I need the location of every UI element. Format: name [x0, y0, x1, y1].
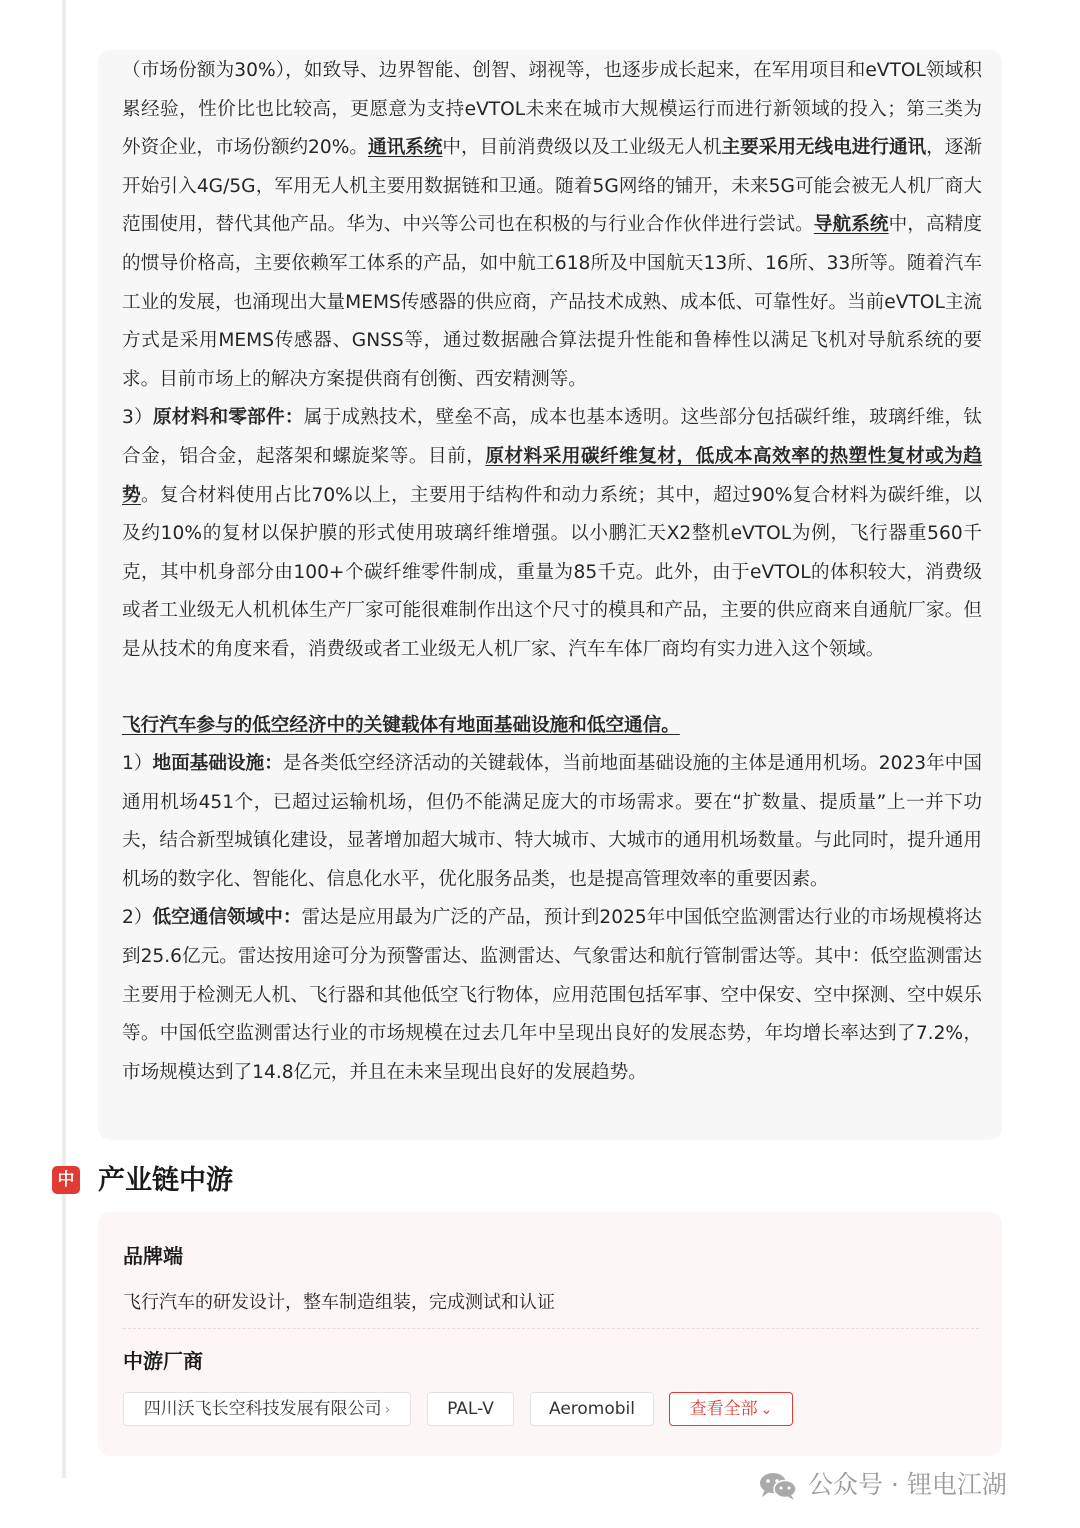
paragraph	[122, 745, 982, 899]
body-text: 是各类低空经济活动的关键载体，当前地面基础设施的主体是通用机场。2023年中国通用机场451个，已超过运输机场，但仍不能满足庞大的市场需求。要在“扩数量、提质量”上一并下功夫，结合新型城镇化建设，显著增加超大城市、特大城市、大城市的通用机场数量。与此同时，提升通用机场的数字化、智能化、信息化水平，优化服务品类，也是提高管理效率的重要因素。	[122, 753, 982, 890]
body-text: 2）	[122, 907, 153, 929]
body-text: 中，目前消费级以及工业级无人机	[442, 137, 722, 159]
body-text: 1）	[122, 753, 153, 775]
body-text: ，逐渐开始引入4G/5G，军用无人机主要用数据链和卫通。随着5G网络的铺开，未来5G可能会被无人机厂商大范围使用，替代其他产品。华为、中兴等公司也在积极的与行业合作伙伴进行尝试。	[122, 137, 982, 236]
vendor-chip-aeromobil[interactable]	[530, 1392, 654, 1426]
divider	[123, 1328, 979, 1329]
paragraph	[122, 707, 982, 746]
chevron-down-icon: ⌄	[760, 1402, 773, 1418]
paragraph-gap	[122, 670, 982, 707]
upstream-text	[122, 52, 982, 1092]
paragraph	[122, 399, 982, 669]
paragraph	[122, 52, 982, 399]
wechat-icon	[758, 1471, 798, 1501]
emphasis-text: 导航系统	[813, 214, 889, 236]
vendor-name: Aeromobil	[548, 1399, 635, 1419]
vendor-chip-pal-v[interactable]	[427, 1392, 514, 1426]
chevron-right-icon: ›	[384, 1402, 391, 1418]
body-text: （市场份额为30%），如致导、边界智能、创智、翊视等，也逐步成长起来，在军用项目和eVTOL领域积累经验，性价比也比较高，更愿意为支持eVTOL未来在城市大规模运行而进行新领域的投入；第三类为外资企业，市场份额约20%。	[122, 60, 982, 159]
body-text: 。复合材料使用占比70%以上，主要用于结构件和动力系统；其中，超过90%复合材料为碳纤维，以及约10%的复材以保护膜的形式使用玻璃纤维增强。以小鹏汇天X2整机eVTOL为例，飞行器重560千克，其中机身部分由100+个碳纤维零件制成，重量为85千克。此外，由于eVTOL的体积较大，消费级或者工业级无人机机体生产厂家可能很难制作出这个尺寸的模具和产品，主要的供应商来自通航厂家。但是从技术的角度来看，消费级或者工业级无人机厂家、汽车车体厂商均有实力进入这个领域。	[122, 484, 982, 660]
body-text: 属于成熟技术，壁垒不高，成本也基本透明。这些部分包括碳纤维，玻璃纤维，钛合金，铝合金，起落架和螺旋桨等。目前，	[122, 407, 982, 467]
watermark	[758, 1468, 1007, 1502]
vendor-name: PAL-V	[447, 1399, 494, 1419]
brand-description: 飞行汽车的研发设计，整车制造组装，完成测试和认证	[123, 1292, 555, 1313]
emphasis-text: 主要采用无线电进行通讯	[721, 137, 927, 159]
body-text: 中，高精度的惯导价格高，主要依赖军工体系的产品，如中航工618所及中国航天13所、16所、33所等。随着汽车工业的发展，也涌现出大量MEMS传感器的供应商，产品技术成熟、成本低、可靠性好。当前eVTOL主流方式是采用MEMS传感器、GNSS等，通过数据融合算法提升性能和鲁棒性以满足飞机对导航系统的要求。目前市场上的解决方案提供商有创衡、西安精测等。	[122, 214, 982, 390]
timeline-line	[62, 0, 66, 1478]
section-title: 产业链中游	[98, 1165, 233, 1196]
emphasis-text: 飞行汽车参与的低空经济中的关键载体有地面基础设施和低空通信。	[122, 714, 680, 736]
view-all-button[interactable]	[669, 1392, 793, 1426]
vendor-chip-woflying[interactable]	[123, 1392, 411, 1426]
vendors-label: 中游厂商	[123, 1349, 203, 1373]
brand-label: 品牌端	[123, 1244, 183, 1268]
vendor-name: 四川沃飞长空科技发展有限公司	[143, 1399, 382, 1419]
midstream-badge: 中	[52, 1166, 80, 1194]
watermark-text: 公众号 · 锂电江湖	[808, 1470, 1007, 1499]
body-text: 3）	[122, 407, 153, 429]
emphasis-text: 低空通信领域中：	[152, 907, 302, 929]
view-all-label: 查看全部	[689, 1399, 758, 1419]
emphasis-text: 通讯系统	[368, 137, 443, 159]
paragraph	[122, 899, 982, 1092]
body-text: 雷达是应用最为广泛的产品，预计到2025年中国低空监测雷达行业的市场规模将达到25.6亿元。雷达按用途可分为预警雷达、监测雷达、气象雷达和航行管制雷达等。其中：低空监测雷达主要用于检测无人机、飞行器和其他低空飞行物体，应用范围包括军事、空中保安、空中探测、空中娱乐等。中国低空监测雷达行业的市场规模在过去几年中呈现出良好的发展态势，年均增长率达到了7.2%，市场规模达到了14.8亿元，并且在未来呈现出良好的发展趋势。	[122, 907, 982, 1083]
emphasis-text: 原材料和零部件：	[152, 407, 304, 429]
emphasis-text: 原材料采用碳纤维复材，低成本高效率的热塑性复材或为趋势	[122, 445, 982, 506]
emphasis-text: 地面基础设施：	[152, 753, 283, 775]
